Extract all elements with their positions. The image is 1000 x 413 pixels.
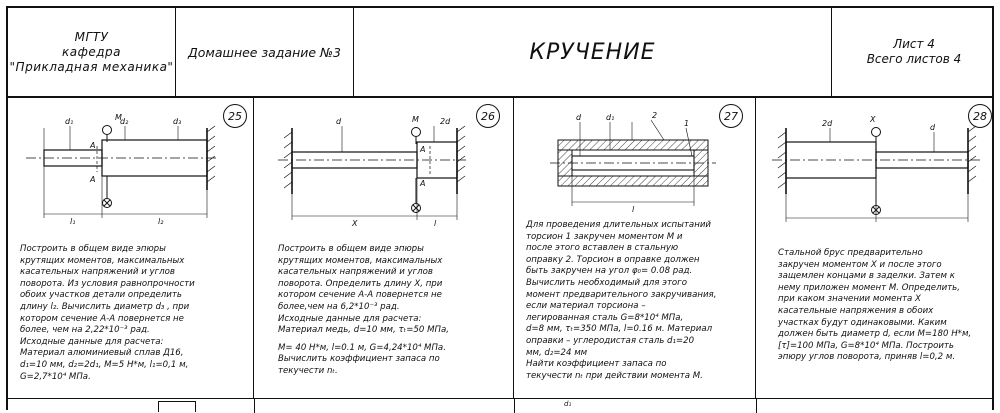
sheet-cell (832, 8, 996, 96)
partial-label-d1: d₁ (564, 400, 572, 408)
label-d: d (930, 123, 936, 132)
problem-number: 25 (223, 104, 247, 128)
page-title: КРУЧЕНИЕ (529, 39, 656, 65)
problem-25 (8, 98, 254, 398)
shaft-figure-26 (254, 98, 514, 228)
label-2d: 2d (822, 119, 833, 128)
shaft-figure-25 (8, 98, 254, 228)
title-cell (354, 8, 832, 96)
problem-number: 26 (476, 104, 500, 128)
title-block (8, 8, 992, 98)
label-d: d (576, 113, 582, 122)
drawing-sheet (6, 6, 994, 410)
divider (756, 399, 757, 413)
problem-text: Для проведения длительных испытаний торсион 1 закручен моментом M и после этого вставлен в стальную оправку 2. Торсион в оправке должен быть закручен на угол φ₀= 0.08 рад. Вычислить необходимый для этого момент предварительного закручивания, если материал торсиона – легированная сталь G=8*10⁴ МПа, d=8 мм, τₜ=350 МПа, l=0.16 м. Материал оправки – углеродистая сталь d₁=20 мм, d₂=24 мм Найти коэффициент запаса по текучести nₜ при действии момента M. (526, 220, 717, 381)
label-l: l (434, 219, 437, 228)
problem-number: 28 (968, 104, 992, 128)
problem-text: Построить в общем виде эпюры крутящих моментов, максимальных касательных напряжений и углов поворота. Определить длину X, при котором сечение A-A повернется не более,чем на 6,2*10⁻³ рад. Исходные данные для расчета: Материал медь, d=10 мм, τₜ=50 МПа, M= 40 Н*м, l=0.1 м, G=4,24*10⁴ МПа. Вычислить коэффициент запаса по текучести nₜ. (278, 244, 449, 376)
label-1: 1 (684, 119, 690, 128)
assignment-cell (176, 8, 354, 96)
label-d1: d₁ (606, 113, 615, 122)
label-A-bottom: A (420, 179, 426, 188)
label-d3: d₃ (173, 117, 182, 126)
problem-text: Построить в общем виде эпюры крутящих моментов, максимальных касательных напряжений и углов поворота. Из условия равнопрочности обоих участков детали определить длину l₂. Вычислить диаметр d₃ , при котором сечение A-A повернется не более, чем на 2,22*10⁻³ рад. Исходные данные для расчета: Материал алюминиевый сплав Д16, d₁=10 мм, d₂=2d₁, M=5 Н*м, l₁=0,1 м, G=2,7*10⁴ МПа. (20, 244, 195, 382)
problem-text: Стальной брус предварительно закручен моментом X и после этого защемлен концами в заделки. Затем к нему приложен момент M. Определить, при каком значении момента X касательные напряжения в обоих участках будут одинаковыми. Каким должен быть диаметр d, если M=180 Н*м, [τ]=100 МПа, G=8*10⁴ МПа. Построить эпюру углов поворота, приняв l=0,2 м. (778, 248, 972, 363)
department-name: "Прикладная механика" (9, 59, 174, 74)
label-d2: d₂ (120, 117, 129, 126)
university-cell (8, 8, 176, 96)
label-l2: l₂ (158, 217, 164, 226)
university-name: МГТУ (74, 29, 109, 44)
label-d1: d₁ (65, 117, 74, 126)
problem-26 (254, 98, 514, 398)
problem-27 (514, 98, 756, 398)
problem-number: 27 (719, 104, 743, 128)
partial-figure (158, 401, 196, 412)
divider (254, 399, 255, 413)
label-X: X (352, 219, 358, 228)
sheet-number: Лист 4 (893, 37, 935, 51)
sheet-total: Всего листов 4 (866, 52, 962, 66)
label-l: l (632, 205, 635, 214)
assignment-title: Домашнее задание №3 (188, 44, 341, 60)
problem-28 (756, 98, 996, 398)
label-A-top: A (420, 145, 426, 154)
shaft-figure-28 (756, 98, 996, 228)
next-row-strip (8, 398, 992, 413)
label-M: M (115, 113, 122, 122)
divider (514, 399, 515, 413)
label-l1: l₁ (70, 217, 76, 226)
label-X: X (870, 115, 876, 124)
label-d: d (336, 117, 342, 126)
label-M: M (412, 115, 419, 124)
department-label: кафедра (61, 44, 121, 59)
label-A-top: A (90, 141, 96, 150)
label-2d: 2d (440, 117, 451, 126)
label-A-bottom: A (90, 175, 96, 184)
label-2: 2 (652, 111, 658, 120)
torsion-figure-27 (514, 98, 756, 223)
